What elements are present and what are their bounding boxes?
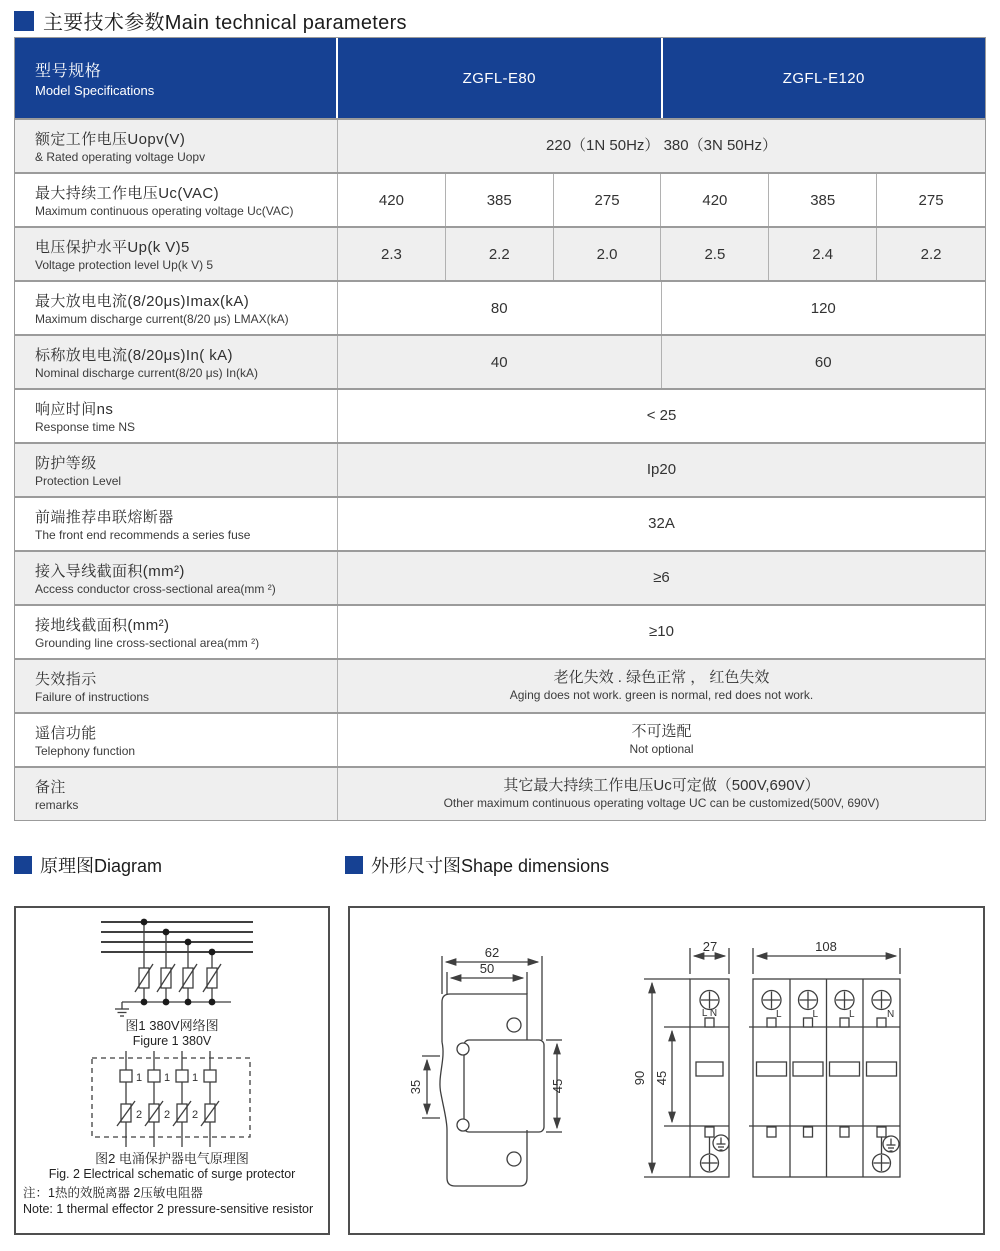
row-label-en: Maximum continuous operating voltage Uc(VAC): [35, 204, 294, 218]
quad-module-body: [749, 979, 900, 1177]
ground-icon: [115, 1002, 129, 1016]
side-view-drawing: [408, 945, 565, 1186]
single-width-dim: 27: [702, 939, 718, 954]
protector-branches: [117, 1051, 219, 1147]
row-label-en: Protection Level: [35, 474, 122, 488]
row-value: ≥10: [649, 622, 674, 640]
row-value: 275: [554, 174, 662, 226]
quad-width-dim: 108: [815, 939, 837, 954]
side-height-left-dim: 35: [408, 1079, 423, 1095]
row-value: 2.2: [920, 245, 942, 263]
row-value: 32A: [648, 514, 675, 532]
row-label-zh: 最大持续工作电压Uc(VAC): [35, 185, 220, 202]
shape-section-title: 外形尺寸图Shape dimensions: [371, 856, 610, 876]
spec-table: [14, 37, 986, 821]
row-label-zh: 最大放电电流(8/20μs)Imax(kA): [35, 293, 250, 310]
row-value-en: Aging does not work. green is normal, red does not work.: [509, 687, 814, 702]
table-row: [15, 766, 985, 820]
row-value: 2.3: [338, 228, 446, 280]
row-value: [338, 768, 985, 820]
dashed-enclosure: [92, 1058, 250, 1137]
thermal-effector-label: 1: [192, 1072, 199, 1085]
diagram-section-title: 原理图Diagram: [40, 856, 163, 876]
component-labels: [136, 1072, 198, 1121]
figure2-caption-zh: 图2 电涌保护器电气原理图: [95, 1151, 249, 1167]
shape-section-header: [345, 852, 609, 878]
table-row: [15, 604, 985, 658]
row-value-en: Not optional: [629, 741, 694, 756]
table-row: [15, 226, 985, 280]
table-row: [15, 280, 985, 334]
row-label-en: The front end recommends a series fuse: [35, 528, 251, 542]
row-value-zh: 老化失效 . 绿色正常 ， 红色失效: [553, 669, 770, 687]
row-label-en: Failure of instructions: [35, 690, 150, 704]
table-row: [15, 388, 985, 442]
row-value: 2.5: [661, 228, 769, 280]
quad-terminal-label: L: [849, 1009, 855, 1020]
row-value: < 25: [646, 406, 677, 424]
row-value: [338, 660, 985, 712]
main-title: [14, 6, 407, 35]
single-height-inner-dim: 45: [654, 1070, 669, 1086]
header-model-spec: [15, 38, 338, 118]
row-value-en: Other maximum continuous operating voltage UC can be customized(500V, 690V): [443, 795, 880, 810]
header-model-a: ZGFL-E80: [338, 38, 663, 118]
header-model-spec-zh: 型号规格: [35, 63, 102, 80]
diagram-note-zh: 注：1热的效脱离器 2压敏电阻器: [23, 1186, 203, 1201]
header-model-spec-en: Model Specifications: [35, 83, 155, 98]
row-label-en: Telephony function: [35, 744, 136, 758]
table-row: [15, 442, 985, 496]
diagram-box: [14, 906, 330, 1235]
figure1-caption: [16, 1018, 328, 1049]
table-row: [15, 172, 985, 226]
row-value: 2.2: [446, 228, 554, 280]
figure2-caption: [16, 1151, 328, 1182]
row-label-en: Response time NS: [35, 420, 136, 434]
row-label-en: Access conductor cross-sectional area(mm ²): [35, 582, 276, 596]
row-value: ≥6: [653, 568, 670, 586]
row-label-zh: 遥信功能: [35, 725, 97, 742]
single-terminal-labels: L N: [701, 1008, 718, 1019]
row-label-en: Grounding line cross-sectional area(mm ²): [35, 636, 260, 650]
row-label-en: & Rated operating voltage Uopv: [35, 150, 206, 164]
row-label-zh: 接地线截面积(mm²): [35, 617, 170, 634]
quad-terminal-label: N: [887, 1009, 895, 1020]
row-label-zh: 前端推荐串联熔断器: [35, 509, 174, 526]
row-value: [338, 714, 985, 766]
diagram-section-header: [14, 852, 162, 878]
table-header-row: [15, 38, 985, 118]
row-label-zh: 标称放电电流(8/20μs)In( kA): [35, 347, 233, 364]
bus-lines: [101, 922, 253, 952]
table-row: [15, 712, 985, 766]
diagram-note-en: Note: 1 thermal effector 2 pressure-sensitive resistor: [23, 1202, 314, 1217]
title-bullet-icon: [14, 11, 34, 31]
varistor-label: 2: [192, 1109, 199, 1122]
row-value-zh: 不可选配: [631, 723, 692, 741]
row-label-zh: 备注: [35, 779, 66, 796]
row-value: 420: [661, 174, 769, 226]
varistor-label: 2: [136, 1109, 143, 1122]
row-label-en: Maximum discharge current(8/20 μs) LMAX(kA): [35, 312, 289, 326]
row-label-zh: 额定工作电压Uopv(V): [35, 131, 186, 148]
row-value: 80: [338, 282, 662, 334]
row-value: 385: [769, 174, 877, 226]
figure2-surge-protector-schematic: [16, 1049, 328, 1151]
row-value: 275: [918, 191, 944, 209]
row-value: 2.0: [554, 228, 662, 280]
row-value: Ip20: [646, 460, 677, 478]
varistor-branches: [122, 922, 231, 1002]
row-label-en: Nominal discharge current(8/20 μs) In(kA): [35, 366, 258, 380]
row-label-en: remarks: [35, 798, 79, 812]
table-row: [15, 550, 985, 604]
row-label-zh: 接入导线截面积(mm²): [35, 563, 185, 580]
row-value: 60: [814, 353, 832, 371]
row-value: 385: [446, 174, 554, 226]
row-value: 40: [338, 336, 662, 388]
row-value: 2.4: [769, 228, 877, 280]
side-height-right-dim: 45: [550, 1078, 565, 1094]
table-row: [15, 658, 985, 712]
quad-terminal-label: L: [776, 1009, 782, 1020]
table-row: [15, 118, 985, 172]
header-model-b: ZGFL-E120: [782, 69, 865, 87]
thermal-effector-label: 1: [164, 1072, 171, 1085]
row-label-zh: 电压保护水平Up(k V)5: [35, 239, 190, 256]
figure1-caption-zh: 图1 380V网络图: [125, 1018, 219, 1033]
single-module-front-view: [632, 939, 729, 1177]
row-label-en: Voltage protection level Up(k V) 5: [35, 258, 214, 272]
side-width-outer-dim: 62: [484, 945, 500, 960]
diagram-note: [16, 1182, 328, 1218]
row-value: 120: [810, 299, 836, 317]
row-value-zh: 其它最大持续工作电压Uc可定做（500V,690V）: [503, 777, 820, 795]
figure1-380v-network-schematic: [16, 908, 328, 1018]
single-height-outer-dim: 90: [632, 1070, 647, 1086]
varistor-label: 2: [164, 1109, 171, 1122]
quad-module-front-view: [749, 939, 900, 1177]
shape-dimensions-drawing: [350, 908, 983, 1233]
section-bullet-icon: [14, 856, 32, 874]
thermal-effector-label: 1: [136, 1072, 143, 1085]
table-row: [15, 496, 985, 550]
side-width-inner-dim: 50: [479, 961, 495, 976]
row-label-zh: 失效指示: [35, 671, 97, 688]
table-row: [15, 334, 985, 388]
side-view-body: [440, 994, 544, 1186]
row-value: 220（1N 50Hz） 380（3N 50Hz）: [546, 136, 777, 154]
row-label-zh: 响应时间ns: [35, 401, 114, 418]
figure2-caption-en: Fig. 2 Electrical schematic of surge protector: [48, 1166, 296, 1181]
section-bullet-icon: [345, 856, 363, 874]
page-title: 主要技术参数Main technical parameters: [43, 12, 407, 34]
row-value: 420: [338, 174, 446, 226]
row-label-zh: 防护等级: [35, 455, 97, 472]
shape-dimensions-box: [348, 906, 985, 1235]
quad-terminal-label: L: [812, 1009, 819, 1020]
figure1-caption-en: Figure 1 380V: [132, 1033, 212, 1048]
